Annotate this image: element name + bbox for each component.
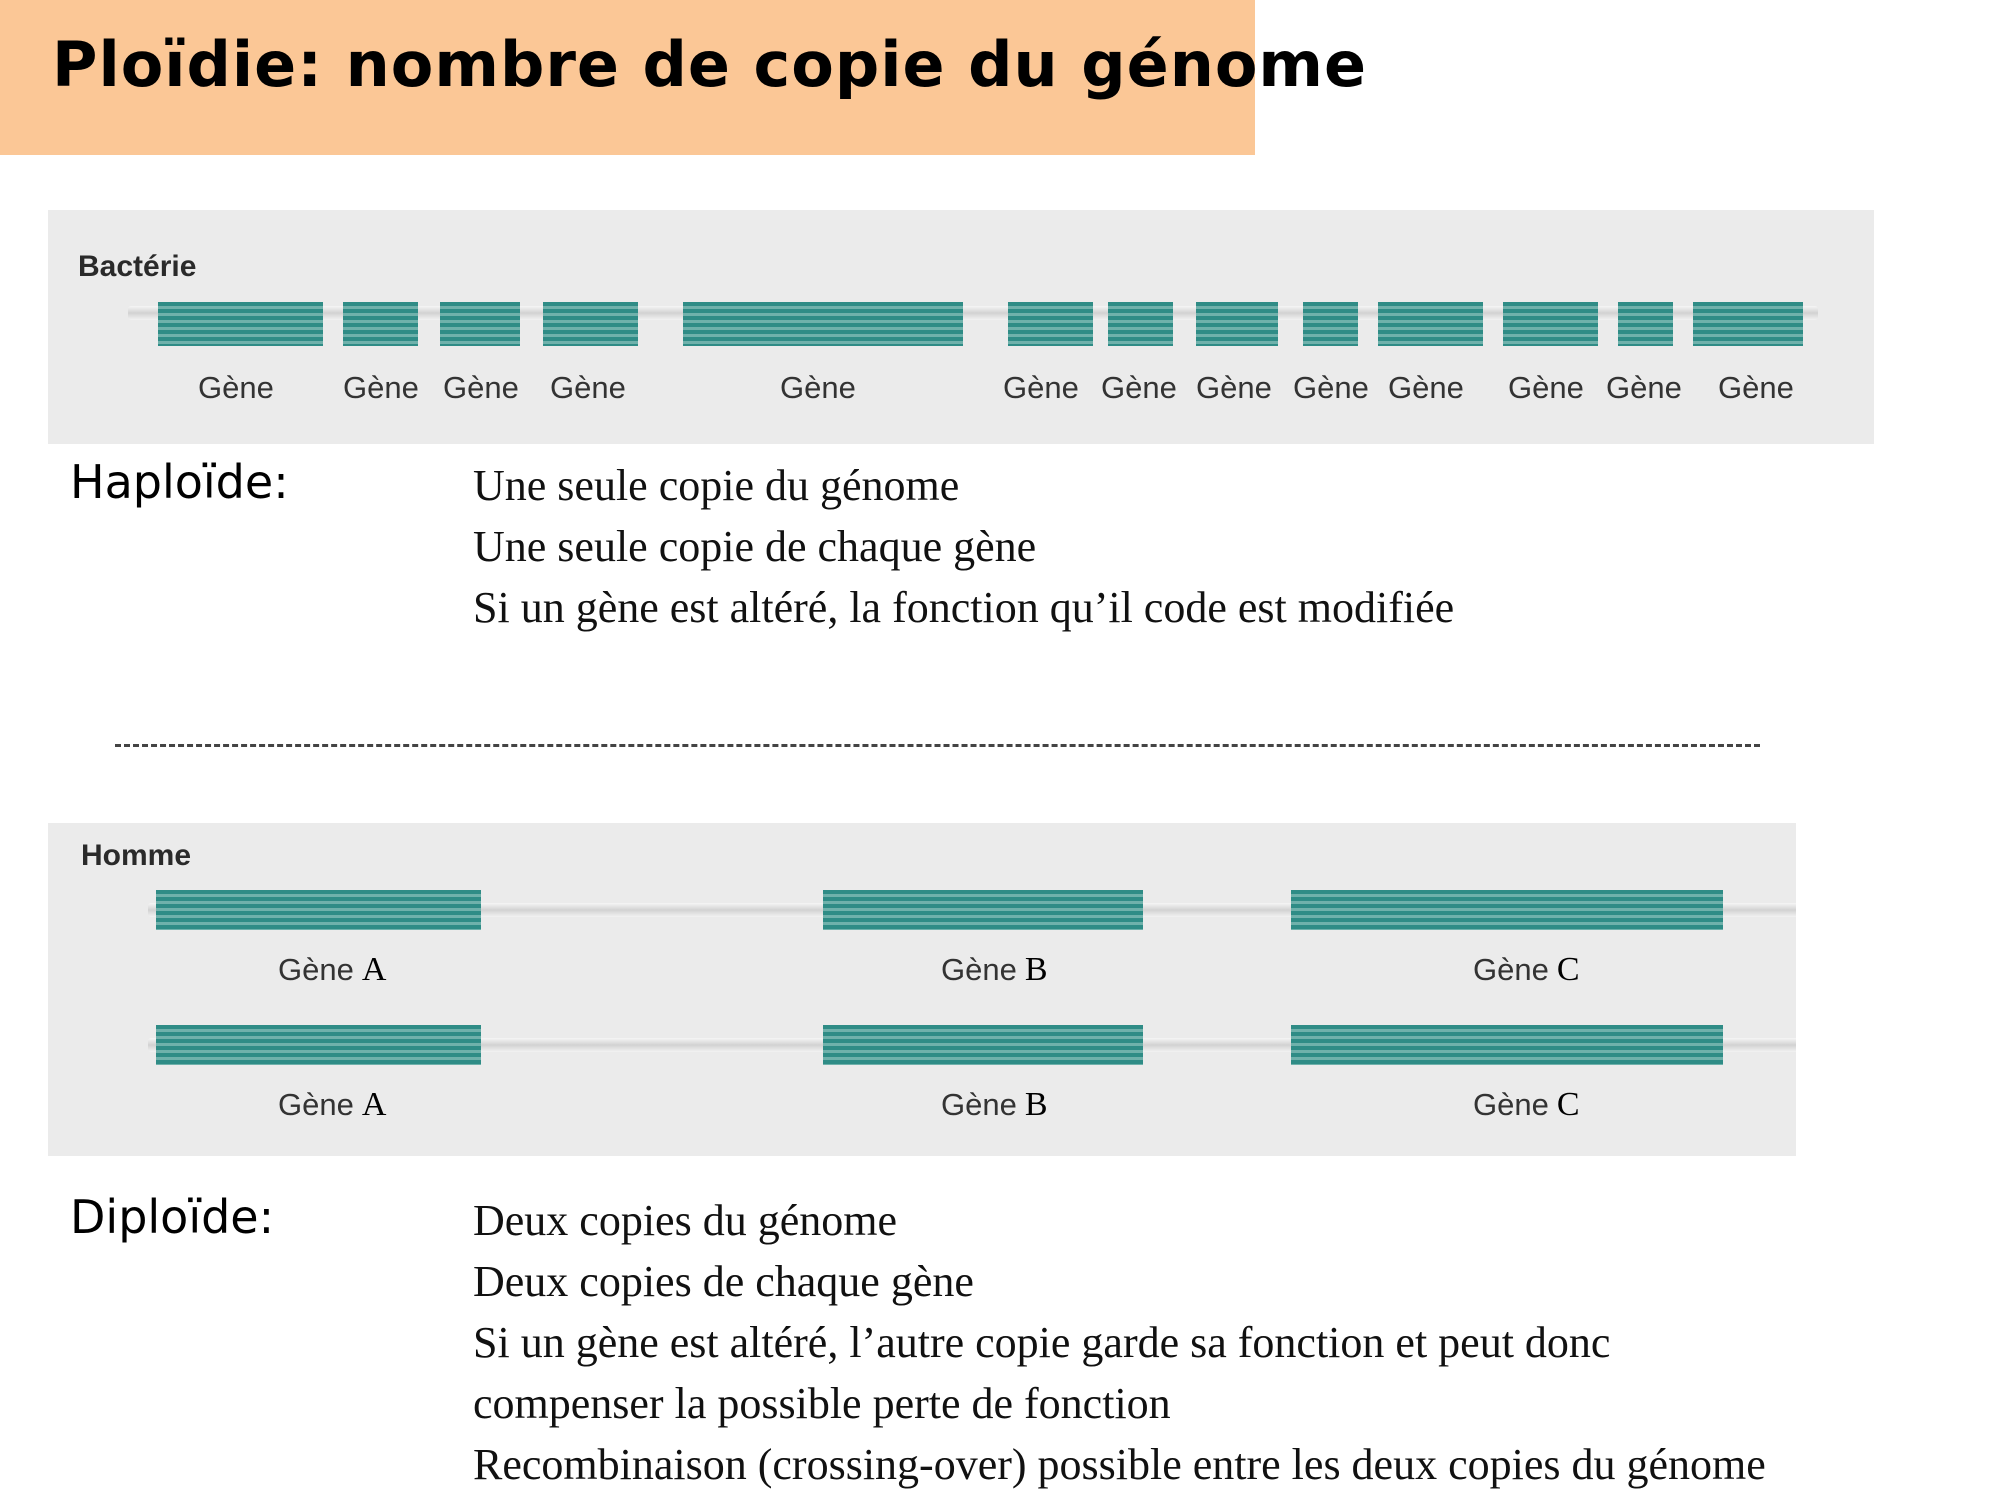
human-gene-label-c: Gène C bbox=[1473, 951, 1580, 988]
human-gene-label-a: Gène A bbox=[278, 1086, 387, 1123]
diploid-term: Diploïde: bbox=[70, 1190, 275, 1244]
bacteria-gene-segment bbox=[1693, 302, 1803, 346]
bacteria-gene-segment bbox=[1108, 302, 1173, 346]
bacteria-gene-segment bbox=[1503, 302, 1598, 346]
diploid-line: Si un gène est altéré, l’autre copie garde sa fonction et peut donc bbox=[473, 1318, 1611, 1367]
bacteria-gene-segment bbox=[1008, 302, 1093, 346]
bacteria-gene-segment bbox=[683, 302, 963, 346]
human-gene-label-b: Gène B bbox=[941, 951, 1048, 988]
bacteria-gene-label: Gène bbox=[1508, 370, 1584, 405]
human-gene-label-c: Gène C bbox=[1473, 1086, 1580, 1123]
bacteria-gene-segment bbox=[343, 302, 418, 346]
diploid-line: Deux copies du génome bbox=[473, 1196, 897, 1245]
bacteria-label: Bactérie bbox=[78, 250, 197, 283]
bacteria-gene-label: Gène bbox=[550, 370, 626, 405]
bacteria-gene-label: Gène bbox=[1388, 370, 1464, 405]
bacteria-gene-label: Gène bbox=[343, 370, 419, 405]
haploid-line: Une seule copie de chaque gène bbox=[473, 522, 1037, 571]
diploid-line: Recombinaison (crossing-over) possible entre les deux copies du génome bbox=[473, 1440, 1766, 1489]
bacteria-gene-label: Gène bbox=[1293, 370, 1369, 405]
section-divider bbox=[115, 744, 1760, 747]
human-gene-c-segment bbox=[1291, 890, 1723, 930]
human-gene-label-b: Gène B bbox=[941, 1086, 1048, 1123]
haploid-description bbox=[473, 455, 1454, 638]
bacteria-gene-segment bbox=[158, 302, 323, 346]
human-gene-c-segment bbox=[1291, 1025, 1723, 1065]
human-gene-b-segment bbox=[823, 1025, 1143, 1065]
human-gene-b-segment bbox=[823, 890, 1143, 930]
human-gene-label-a: Gène A bbox=[278, 951, 387, 988]
bacteria-gene-segment bbox=[440, 302, 520, 346]
bacteria-gene-label: Gène bbox=[1718, 370, 1794, 405]
bacteria-genome-figure bbox=[48, 210, 1874, 444]
human-gene-a-segment bbox=[156, 890, 481, 930]
bacteria-gene-label: Gène bbox=[1101, 370, 1177, 405]
diploid-description bbox=[473, 1190, 1766, 1495]
human-gene-a-segment bbox=[156, 1025, 481, 1065]
diploid-line: Deux copies de chaque gène bbox=[473, 1257, 974, 1306]
bacteria-gene-label: Gène bbox=[780, 370, 856, 405]
haploid-term: Haploïde: bbox=[70, 455, 289, 509]
bacteria-gene-segment bbox=[1196, 302, 1278, 346]
bacteria-gene-segment bbox=[1618, 302, 1673, 346]
title-banner bbox=[0, 0, 1368, 155]
page-title: Ploïdie: nombre de copie du génome bbox=[52, 28, 1368, 101]
human-label: Homme bbox=[81, 839, 192, 872]
bacteria-gene-label: Gène bbox=[1196, 370, 1272, 405]
bacteria-gene-segment bbox=[1378, 302, 1483, 346]
haploid-line: Si un gène est altéré, la fonction qu’il code est modifiée bbox=[473, 583, 1455, 632]
diploid-line: compenser la possible perte de fonction bbox=[473, 1379, 1171, 1428]
haploid-line: Une seule copie du génome bbox=[473, 461, 960, 510]
bacteria-gene-label: Gène bbox=[1606, 370, 1682, 405]
bacteria-gene-label: Gène bbox=[1003, 370, 1079, 405]
bacteria-gene-label: Gène bbox=[443, 370, 519, 405]
bacteria-gene-segment bbox=[1303, 302, 1358, 346]
human-genome-figure bbox=[48, 823, 1796, 1156]
bacteria-gene-segment bbox=[543, 302, 638, 346]
bacteria-gene-label: Gène bbox=[198, 370, 274, 405]
